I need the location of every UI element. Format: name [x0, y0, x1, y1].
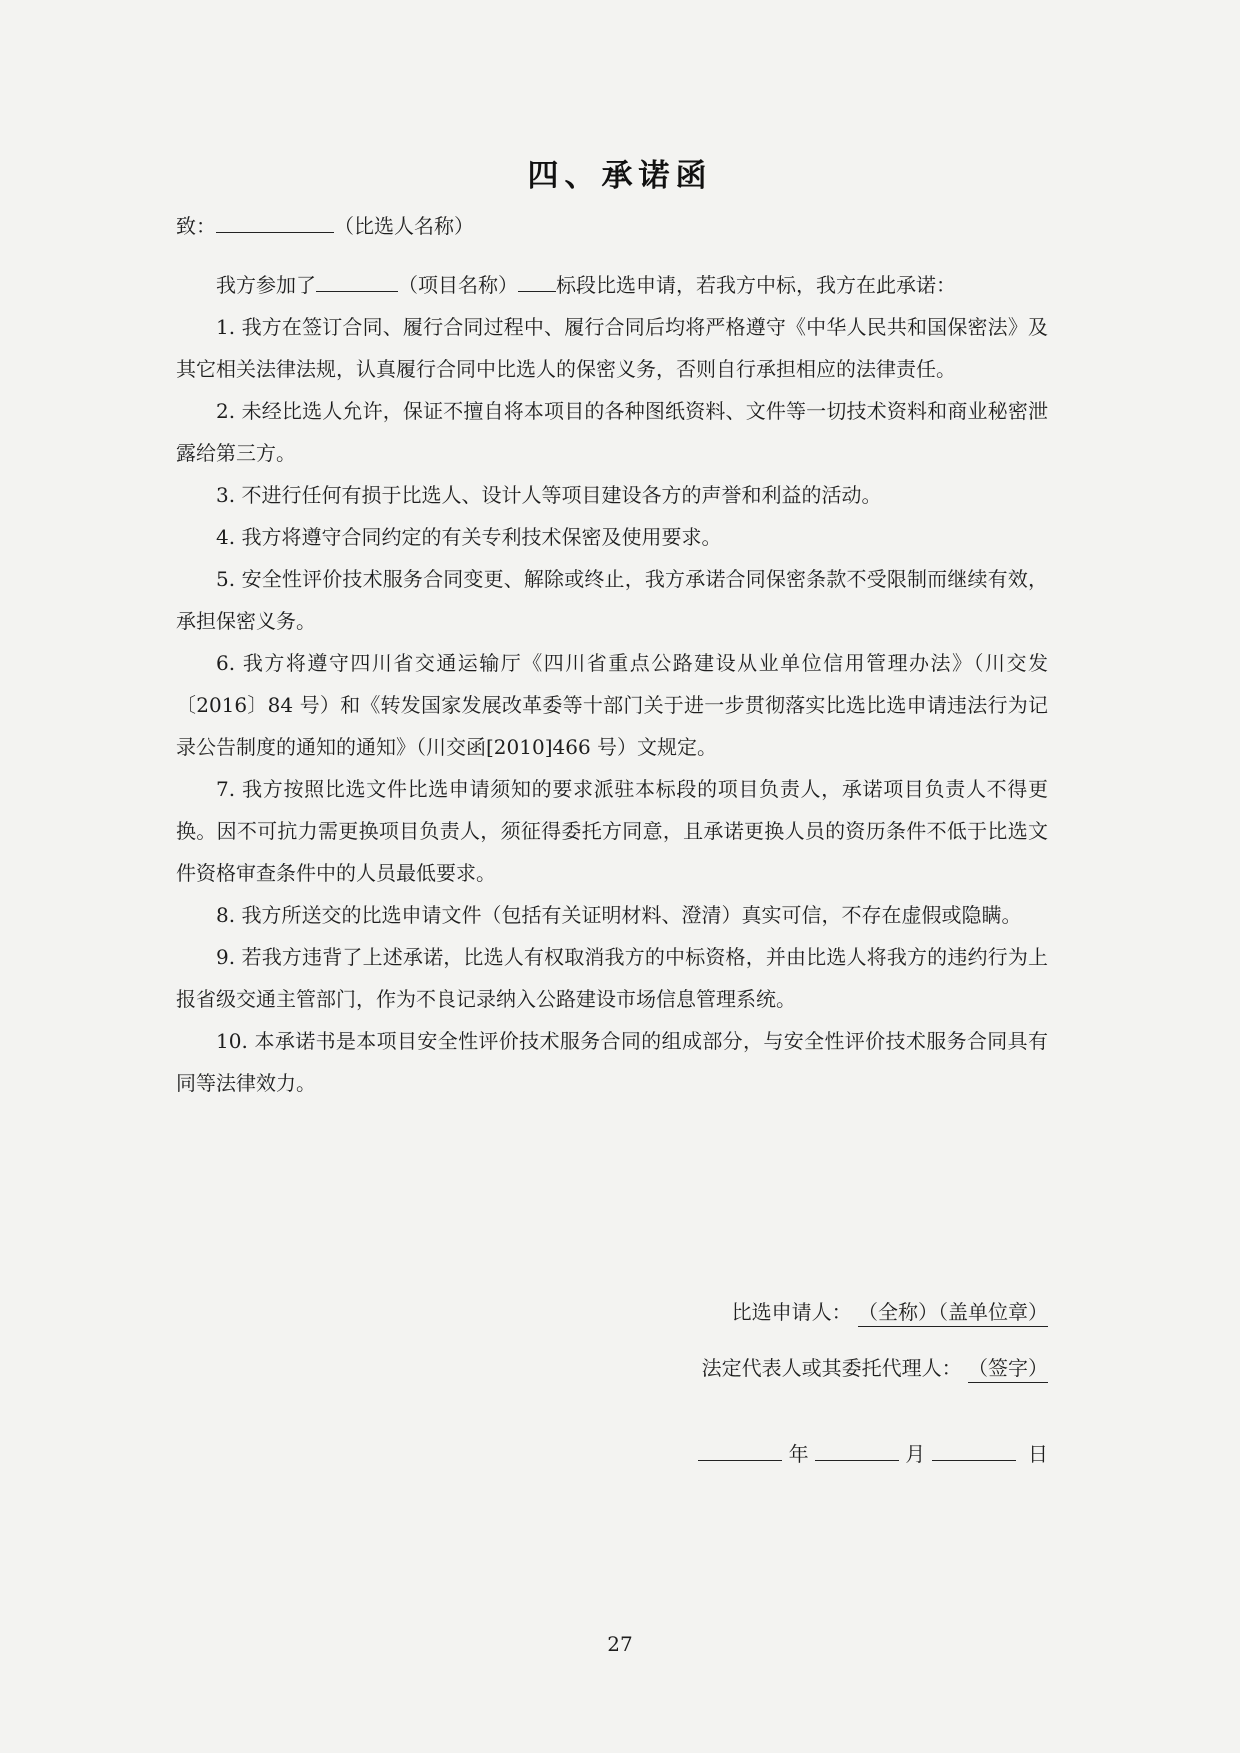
date-line: [0, 1438, 1048, 1467]
commitment-item-10: 10. 本承诺书是本项目安全性评价技术服务合同的组成部分，与安全性评价技术服务合同具有同等法律效力。: [176, 1029, 1048, 1095]
commitment-item-6: 6. 我方将遵守四川省交通运输厅《四川省重点公路建设从业单位信用管理办法》（川交发〔2016〕84 号）和《转发国家发展改革委等十部门关于进一步贯彻落实比选比选申请违法行为记录公告制度的通知的通知》（川交函[2010]466 号）文规定。: [176, 651, 1048, 759]
page-title: 四、承诺函: [527, 158, 713, 194]
applicant-signature-line: [0, 1296, 1048, 1325]
commitment-item-8: 8. 我方所送交的比选申请文件（包括有关证明材料、澄清）真实可信，不存在虚假或隐瞒。: [216, 903, 1022, 927]
commitment-body: [176, 264, 1048, 1104]
intro-part1: 我方参加了: [216, 273, 316, 297]
day-blank: [932, 1439, 1016, 1461]
commitment-item-5: 5. 安全性评价技术服务合同变更、解除或终止，我方承诺合同保密条款不受限制而继续有效，承担保密义务。: [176, 567, 1048, 633]
commitment-item-2: 2. 未经比选人允许，保证不擅自将本项目的各种图纸资料、文件等一切技术资料和商业秘密泄露给第三方。: [176, 399, 1048, 465]
intro-part2: （项目名称）: [398, 273, 518, 297]
intro-part3: 标段比选申请，若我方中标，我方在此承诺：: [556, 273, 956, 297]
representative-signature-line: [0, 1352, 1048, 1381]
commitment-item-9: 9. 若我方违背了上述承诺，比选人有权取消我方的中标资格，并由比选人将我方的违约行为上报省级交通主管部门，作为不良记录纳入公路建设市场信息管理系统。: [176, 945, 1048, 1011]
page-number: 27: [607, 1632, 633, 1656]
intro-line: [176, 264, 1048, 306]
representative-label: 法定代表人或其委托代理人：: [701, 1356, 962, 1380]
applicant-value: （全称）（盖单位章）: [858, 1300, 1048, 1327]
addressee-prefix: 致：: [176, 214, 216, 238]
year-label: 年: [788, 1442, 809, 1466]
commitment-item-3: 3. 不进行任何有损于比选人、设计人等项目建设各方的声誉和利益的活动。: [216, 483, 882, 507]
year-blank: [698, 1439, 782, 1461]
month-blank: [815, 1439, 899, 1461]
section-blank: [518, 270, 556, 292]
addressee-blank: [216, 211, 334, 233]
commitment-item-7: 7. 我方按照比选文件比选申请须知的要求派驻本标段的项目负责人，承诺项目负责人不得更换。因不可抗力需更换项目负责人，须征得委托方同意，且承诺更换人员的资历条件不低于比选文件资格审查条件中的人员最低要求。: [176, 777, 1048, 885]
applicant-label: 比选申请人：: [731, 1300, 852, 1324]
addressee-line: [176, 210, 474, 239]
commitment-item-4: 4. 我方将遵守合同约定的有关专利技术保密及使用要求。: [216, 525, 722, 549]
month-label: 月: [905, 1442, 926, 1466]
addressee-suffix: （比选人名称）: [334, 214, 474, 238]
day-label: 日: [1028, 1442, 1048, 1466]
commitment-item-1: 1. 我方在签订合同、履行合同过程中、履行合同后均将严格遵守《中华人民共和国保密法》及其它相关法律法规，认真履行合同中比选人的保密义务，否则自行承担相应的法律责任。: [176, 315, 1048, 381]
representative-value: （签字）: [968, 1356, 1048, 1383]
project-name-blank: [316, 270, 398, 292]
